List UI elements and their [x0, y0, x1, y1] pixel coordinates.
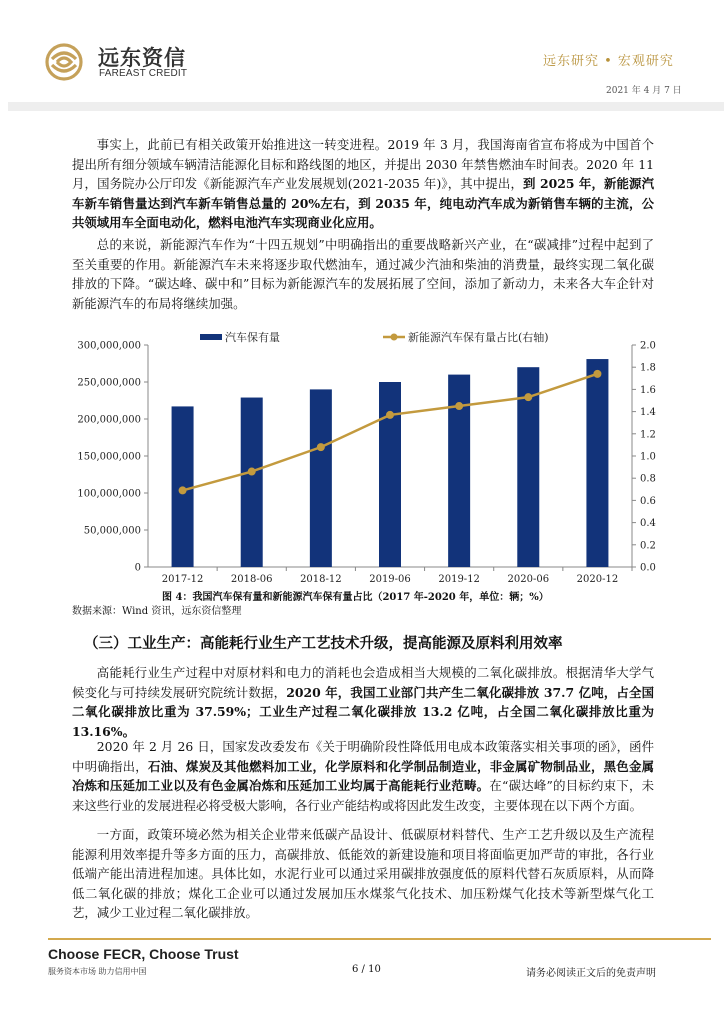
paragraph — [72, 663, 654, 741]
paragraph — [72, 737, 654, 815]
text-run: 2020 年 2 月 26 日，国家发改委发布《关于明确阶段性降低用电成本政策落实相关事项的函》，函件中明确指出， — [72, 739, 654, 774]
left-axis-tick-label: 100,000,000 — [77, 488, 141, 500]
bold-text-run: 到 2025 年，新能源汽车新车销售量达到汽车新车销售总量的 20%左右，到 2035 年，纯电动汽车成为新销售车辆的主流，公共领域用车全面电动化，燃料电池汽车实现商业化应用。 — [72, 176, 654, 231]
right-axis-tick-label: 0.6 — [640, 495, 656, 507]
right-axis-tick-label: 0.8 — [640, 473, 656, 485]
line-point-nev-share — [248, 468, 256, 476]
left-axis-tick-label: 50,000,000 — [83, 525, 141, 537]
x-axis-tick-label: 2018-06 — [230, 574, 273, 585]
page-number: 6 / 10 — [352, 964, 381, 975]
section-heading: （三）工业生产：高能耗行业生产工艺技术升级，提高能源及原料利用效率 — [84, 635, 563, 652]
line-point-nev-share — [593, 370, 601, 378]
left-axis-tick-label: 250,000,000 — [77, 377, 141, 389]
logo-text-cn: 远东资信 — [98, 46, 186, 70]
disclaimer-note: 请务必阅读正文后的免责声明 — [526, 968, 656, 979]
x-axis-tick-label: 2018-12 — [300, 574, 342, 585]
x-axis-tick-label: 2020-06 — [507, 574, 550, 585]
legend-label-line: 新能源汽车保有量占比(右轴) — [408, 331, 549, 344]
legend-bar-swatch — [200, 334, 222, 340]
bar-vehicle-ownership — [586, 359, 608, 567]
paragraph — [72, 235, 654, 313]
right-axis-tick-label: 1.6 — [640, 384, 656, 396]
x-axis-tick-label: 2017-12 — [161, 574, 204, 585]
right-axis-tick-label: 0.0 — [640, 562, 656, 574]
bar-vehicle-ownership — [241, 398, 263, 567]
text-run: 事实上，此前已有相关政策开始推进这一转变进程。2019 年 3 月，我国海南省宣布将成为中国首个提出所有细分领域车辆清洁能源化目标和路线图的地区，并提出 2030 年禁售燃油车时间表。2020 年 11 月，国务院办公厅印发《新能源汽车产业发展规划(2021-2035 年)》，其中提出， — [72, 137, 654, 192]
line-point-nev-share — [455, 402, 463, 410]
bold-text-run: 石油、煤炭及其他燃料加工业，化学原料和化学制品制造业，非金属矿物制品业，黑色金属冶炼和压延加工业以及有色金属冶炼和压延加工业均属于高能耗行业范畴。 — [72, 758, 655, 794]
line-point-nev-share — [524, 393, 532, 401]
vehicle-ownership-chart — [0, 330, 724, 590]
right-axis-tick-label: 0.2 — [640, 540, 656, 552]
right-axis-tick-label: 1.8 — [640, 362, 656, 374]
left-axis-tick-label: 300,000,000 — [77, 340, 141, 352]
right-axis-tick-label: 0.4 — [640, 518, 656, 530]
report-category: 远东研究 • 宏观研究 — [543, 54, 674, 69]
footer-sub-slogan: 服务资本市场 助力信用中国 — [48, 967, 147, 976]
line-point-nev-share — [179, 486, 187, 494]
line-point-nev-share — [317, 443, 325, 451]
paragraph — [72, 135, 654, 233]
text-run: 总的来说，新能源汽车作为“十四五规划”中明确指出的重要战略新兴产业，在“碳减排”过程中起到了至关重要的作用。新能源汽车未来将逐步取代燃油车，通过减少汽油和柴油的消费量，最终实现二氧化碳排放的下降。“碳达峰、碳中和”目标为新能源汽车的发展拓展了空间，添加了新动力，未来各大车企针对新能源汽车的布局将继续加强。 — [72, 237, 654, 311]
right-axis-tick-label: 1.0 — [640, 451, 656, 463]
footer-divider — [48, 938, 711, 940]
right-axis-tick-label: 1.4 — [640, 407, 656, 419]
left-axis-tick-label: 0 — [134, 562, 141, 574]
left-axis-tick-label: 200,000,000 — [77, 414, 141, 426]
bar-vehicle-ownership — [310, 389, 332, 567]
x-axis-tick-label: 2020-12 — [576, 574, 619, 585]
footer-slogan: Choose FECR, Choose Trust — [48, 946, 239, 962]
x-axis-tick-label: 2019-12 — [438, 574, 480, 585]
line-point-nev-share — [386, 411, 394, 419]
text-run: 一方面，政策环境必然为相关企业带来低碳产品设计、低碳原材料替代、生产工艺升级以及生产流程能源利用效率提升等多方面的压力，高碳排放、低能效的新建设施和项目将面临更加严苛的审批，各行业低端产能出清进程加速。具体比如，水泥行业可以通过采用碳排放强度低的原料代替石灰质原料，从而降低二氧化碳的排放；煤化工企业可以通过发展加压水煤浆气化技术、加压粉煤气化技术等新型煤气化工艺，减少工业过程二氧化碳排放。 — [72, 827, 654, 921]
fareast-logo-icon — [44, 42, 84, 82]
legend-label-bar: 汽车保有量 — [225, 331, 280, 344]
bar-vehicle-ownership — [379, 382, 401, 567]
text-run: 在“碳达峰”的目标约束下，未来这些行业的发展进程必将受极大影响，各行业产能结构或将因此发生改变，主要体现在以下两个方面。 — [72, 778, 655, 813]
right-axis-tick-label: 2.0 — [640, 340, 656, 352]
legend-line-marker — [391, 334, 398, 341]
text-run: 高能耗行业生产过程中对原材料和电力的消耗也会造成相当大规模的二氧化碳排放。根据清华大学气候变化与可持续发展研究院统计数据， — [72, 665, 654, 700]
header-divider-band — [8, 102, 724, 111]
left-axis-tick-label: 150,000,000 — [77, 451, 141, 463]
paragraph — [72, 825, 654, 923]
figure-caption: 图 4：我国汽车保有量和新能源汽车保有量占比（2017 年-2020 年，单位：辆；%） — [162, 592, 549, 603]
right-axis-tick-label: 1.2 — [640, 429, 656, 441]
x-axis-tick-label: 2019-06 — [369, 574, 411, 585]
logo-text-en: FAREAST CREDIT — [99, 68, 188, 79]
figure-source: 数据来源：Wind 资讯，远东资信整理 — [72, 606, 242, 617]
bold-text-run: 2020 年，我国工业部门共产生二氧化碳排放 37.7 亿吨，占全国二氧化碳排放比重为 37.59%；工业生产过程二氧化碳排放 13.2 亿吨，占全国二氧化碳排放比重为 13.16%。 — [72, 684, 655, 739]
report-date: 2021 年 4 月 7 日 — [606, 86, 682, 96]
